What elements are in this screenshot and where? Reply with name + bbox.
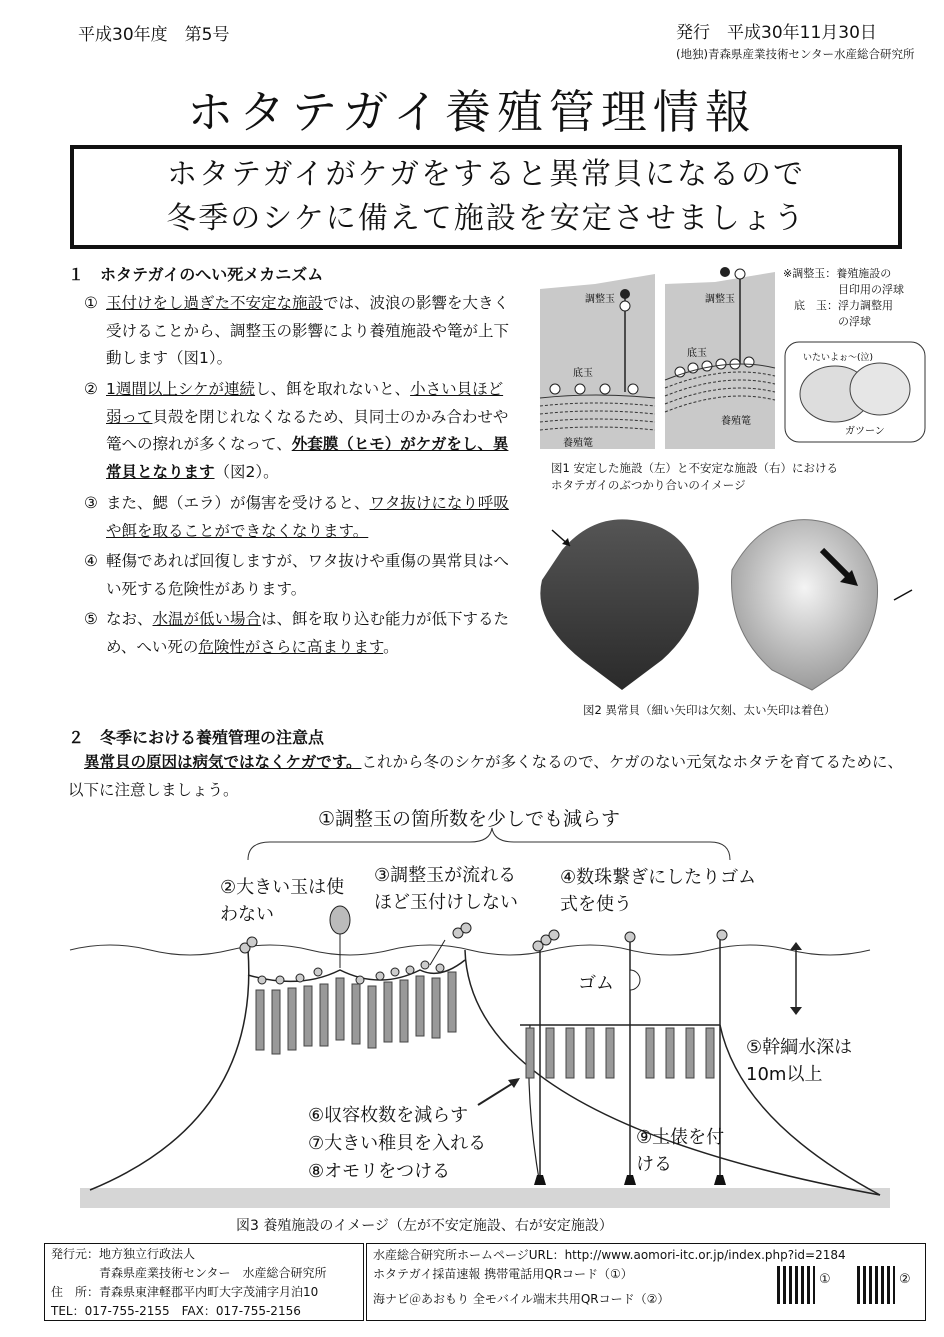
fig3-label-3: ③調整玉が流れるほど玉付けしない — [374, 865, 518, 913]
publisher: (地独)青森県産業技術センター水産総合研究所 — [676, 47, 915, 61]
label-cage-left: 養殖篭 — [563, 438, 593, 449]
figure2-caption: 図2 異常貝（細い矢印は欠刻、太い矢印は着色） — [583, 703, 836, 717]
figure3-caption: 図3 養殖施設のイメージ（左が不安定施設、右が安定施設） — [236, 1218, 613, 1234]
item-number: ② — [84, 380, 98, 398]
fig3-label-8: ⑧オモリをつける — [308, 1161, 451, 1182]
figure1-note: ※調整玉：養殖施設の 目印用の浮球 底 玉：浮力調整用 の浮球 — [783, 267, 904, 328]
issue-date: 発行 平成30年11月30日 — [676, 23, 877, 43]
label-bottom-left: 底玉 — [573, 368, 593, 379]
item-text: し、餌を取れないと、 — [255, 380, 411, 398]
footer-links-box — [366, 1243, 926, 1321]
underlined-text: 玉付けをし過ぎた不安定な施設 — [106, 294, 324, 312]
section2-lead — [68, 749, 918, 804]
footer-line: TEL：017-755-2155 FAX：017-755-2156 — [51, 1304, 301, 1318]
item-text: 。 — [383, 637, 399, 656]
qr-label-2: ② — [899, 1272, 911, 1287]
list-item — [84, 290, 514, 373]
abnormal-shell-2 — [732, 520, 878, 690]
underlined-text: ワタ抜けになり呼吸や餌を取ることができなくなります。 — [106, 494, 509, 540]
headline-banner — [70, 145, 902, 249]
underlined-text: 小さい貝ほど弱って — [106, 380, 504, 426]
seabed — [80, 1188, 890, 1208]
list-item — [84, 548, 514, 603]
page-title: ホタテガイ養殖管理情報 — [187, 85, 757, 139]
item-number: ④ — [84, 552, 98, 570]
issue-number: 平成30年度 第5号 — [78, 25, 230, 45]
fig3-label-1: ①調整玉の箇所数を少しでも減らす — [318, 808, 621, 830]
item-text: なお、 — [106, 610, 153, 628]
figure2-photos — [522, 510, 932, 695]
item-text: 軽傷であれば回復しますが、ワタ抜けや重傷の異常貝はへい死する危険性があります。 — [106, 552, 509, 598]
fig3-label-gom: ゴム — [578, 973, 614, 994]
qr-label-1: ① — [819, 1272, 831, 1287]
fig3-label-7: ⑦大きい稚貝を入れる — [308, 1133, 487, 1154]
fig3-label-2: ②大きい玉は使わない — [220, 877, 345, 925]
abnormal-shell-1 — [540, 519, 698, 690]
qr-note-1: ホタテガイ採苗速報 携帯電話用QRコード（①） — [373, 1267, 633, 1281]
item-text: は、餌を取り込む能力が低下するため、へい死の — [106, 610, 510, 656]
qr-code-icon[interactable] — [777, 1266, 815, 1304]
fig3-label-4: ④数珠繋ぎにしたりゴム式を使う — [560, 867, 757, 915]
footer-line: 青森県産業技術センター 水産総合研究所 — [51, 1266, 327, 1280]
item-text: また、鰓（エラ）が傷害を受けると、 — [106, 494, 370, 512]
bubble-text-1: いたいよぉ～(泣) — [803, 353, 874, 363]
item-number: ③ — [84, 494, 98, 512]
fig3-label-5: ⑤幹綱水深は10m以上 — [746, 1037, 853, 1085]
list-item — [84, 606, 514, 661]
footer-line: 発行元：地方独立行政法人 — [51, 1247, 196, 1261]
bubble-text-2: ガツーン — [845, 426, 885, 437]
underlined-text: 水温が低い場合 — [152, 610, 262, 628]
label-cage-right: 養殖篭 — [721, 416, 751, 427]
footer-line: 住 所：青森県東津軽郡平内町大字茂浦字月泊10 — [51, 1285, 319, 1299]
list-item — [84, 376, 514, 486]
section1-heading: １ ホタテガイのへい死メカニズム — [68, 265, 324, 284]
figure1-caption: 図1 安定した施設（左）と不安定な施設（右）における ホタテガイのぶつかり合いのイメージ — [551, 461, 838, 492]
item-text: では、波浪の影響を大きく受けることから、調整玉の影響により養殖施設や篭が上下動します（図1）。 — [106, 294, 510, 367]
qr-code-icon[interactable] — [857, 1266, 895, 1304]
fig3-label-9: ⑨土俵を付ける — [636, 1127, 725, 1175]
fig3-label-6: ⑥収容枚数を減らす — [308, 1105, 469, 1126]
figure1 — [535, 264, 935, 459]
label-adjust-left: 調整玉 — [585, 294, 615, 305]
figure2 — [522, 510, 932, 695]
underlined-text: 1週間以上シケが連続 — [106, 380, 256, 398]
list-item — [84, 490, 514, 545]
label-adjust-right: 調整玉 — [705, 294, 735, 305]
underlined-text: 危険性がさらに高まります — [198, 637, 384, 656]
homepage-url[interactable]: 水産総合研究所ホームページURL：http://www.aomori-itc.or.jp/index.php?id=2184 — [373, 1248, 846, 1262]
label-bottom-right: 底玉 — [687, 348, 707, 359]
banner-line-2: 冬季のシケに備えて施設を安定させましょう — [166, 201, 806, 236]
lead-text: これから冬のシケが多くなるので、ケガのない元気なホタテを育てるために、以下に注意しましょう。 — [68, 753, 904, 799]
bold-underlined-text: 外套膜（ヒモ）がケガをし、異常貝となります — [106, 435, 509, 481]
item-text: 貝殻を閉じれなくなるため、貝同士のかみ合わせや篭への擦れが多くなって、 — [106, 407, 509, 453]
footer-publisher-box — [44, 1243, 364, 1321]
banner-line-1: ホタテガイがケガをすると異常貝になるので — [167, 157, 805, 192]
rubber-float — [630, 970, 640, 990]
item-number: ① — [84, 294, 98, 312]
item-text: （図2）。 — [214, 462, 279, 481]
lead-underlined: 異常貝の原因は病気ではなくケガです。 — [84, 753, 362, 771]
section2-heading: ２ 冬季における養殖管理の注意点 — [68, 728, 325, 747]
qr-note-2: 海ナビ＠あおもり 全モバイル端末共用QRコード（②） — [373, 1292, 670, 1306]
item-number: ⑤ — [84, 610, 98, 628]
figure3 — [0, 800, 944, 1240]
